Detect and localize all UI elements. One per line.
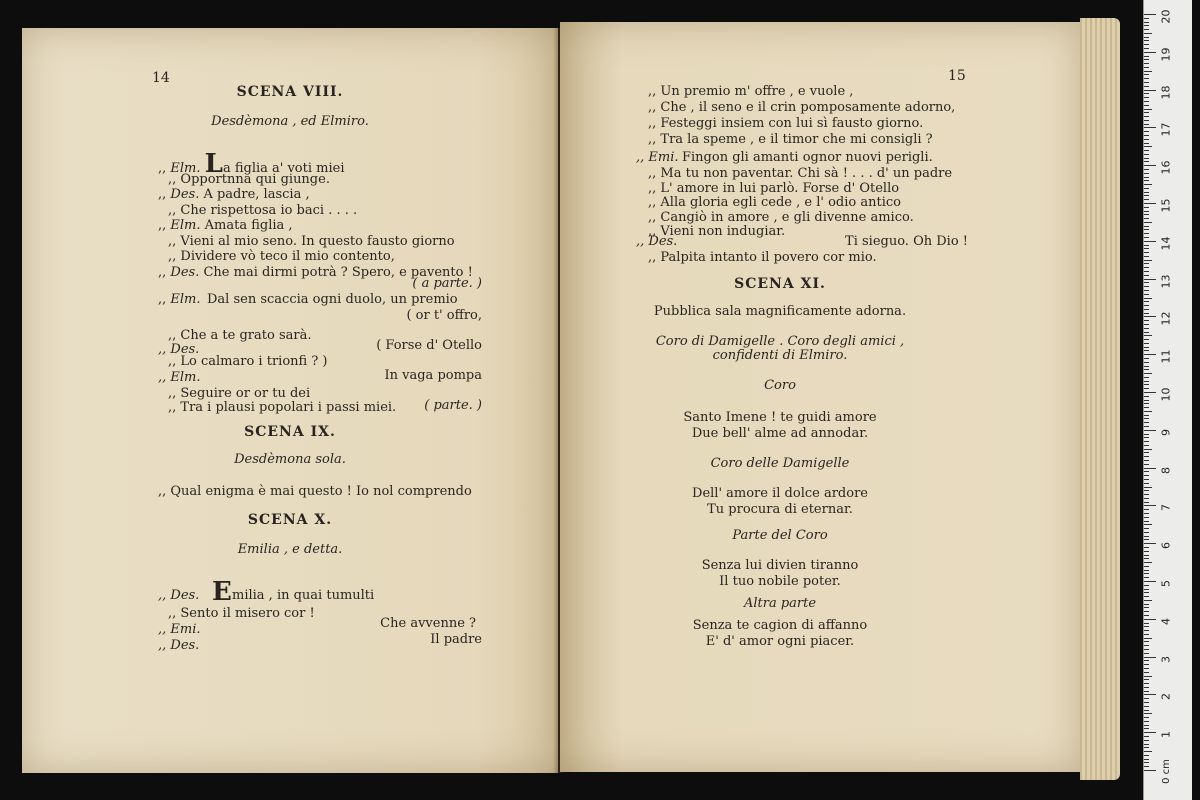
verse-line: ,, Lo calmaro i trionfi ? ): [168, 354, 328, 369]
ruler-tick: [1144, 158, 1149, 159]
ruler-tick: [1144, 350, 1149, 351]
scene-title: SCENA X.: [247, 512, 333, 528]
ruler-tick: [1144, 180, 1149, 181]
ruler-tick: [1144, 245, 1149, 246]
verse-line: Dal sen scaccia ogni duolo, un premio: [207, 292, 458, 307]
ruler-number: 5: [1159, 580, 1173, 587]
ruler-tick: [1144, 589, 1149, 590]
verse-line: Il padre: [430, 632, 482, 647]
speaker-prefix: ,, Des.: [158, 342, 200, 357]
verse-line: In vaga pompa: [384, 368, 482, 383]
ruler-tick: [1144, 706, 1149, 707]
ruler-tick: [1144, 422, 1149, 423]
ruler-tick: [1144, 717, 1149, 718]
verse-line: ,, Tra la speme , e il timor che mi consigli ?: [648, 132, 933, 147]
ruler-tick: [1144, 97, 1149, 98]
ruler-tick: [1144, 558, 1149, 559]
ruler-tick: [1144, 279, 1156, 280]
ruler-number: 9: [1159, 428, 1173, 436]
verse-line: ,, Palpita intanto il povero cor mio.: [648, 250, 877, 265]
ruler-tick: [1144, 600, 1152, 601]
verse-line: ( or t' offro,: [406, 308, 482, 323]
ruler-tick: [1144, 109, 1152, 110]
ruler-tick: [1144, 626, 1149, 627]
ruler-tick: [1144, 740, 1149, 741]
ruler-tick: [1144, 347, 1149, 348]
ruler-tick: [1144, 524, 1152, 525]
ruler-tick: [1144, 14, 1156, 15]
chorus-heading: Coro delle Damigelle: [710, 456, 850, 471]
ruler-tick: [1144, 672, 1149, 673]
verse-line: ,, Dividere vò teco il mio contento,: [168, 249, 395, 264]
ruler-tick: [1144, 195, 1149, 196]
ruler-tick: [1144, 403, 1149, 404]
ruler-number: 20: [1159, 9, 1173, 24]
ruler-tick: [1144, 241, 1156, 242]
ruler-tick: [1144, 124, 1149, 125]
ruler-number: 17: [1159, 122, 1173, 137]
ruler-tick: [1144, 736, 1149, 737]
ruler-tick: [1144, 456, 1149, 457]
ruler-tick: [1144, 184, 1152, 185]
ruler-tick: [1144, 513, 1149, 514]
scene-title: SCENA IX.: [244, 424, 336, 440]
ruler-tick: [1144, 755, 1149, 756]
ruler-tick: [1144, 233, 1149, 234]
ruler-tick: [1144, 683, 1149, 684]
ruler-number: 11: [1159, 349, 1173, 364]
ruler-tick: [1144, 645, 1149, 646]
ruler-tick: [1144, 392, 1156, 393]
ruler-tick: [1144, 366, 1149, 367]
ruler-tick: [1144, 490, 1149, 491]
ruler-tick: [1144, 437, 1149, 438]
ruler-tick: [1144, 105, 1149, 106]
stage-direction: ( a parte. ): [412, 276, 482, 291]
ruler-tick: [1144, 143, 1149, 144]
speaker-prefix: ,, Elm.: [158, 370, 201, 385]
ruler-tick: [1144, 441, 1149, 442]
ruler-tick: [1144, 120, 1149, 121]
ruler-tick: [1144, 596, 1149, 597]
verse-line: Santo Imene ! te guidi amore: [683, 410, 877, 425]
ruler-tick: [1144, 483, 1149, 484]
ruler-tick: [1144, 305, 1149, 306]
ruler-tick: [1144, 759, 1149, 760]
verse-line: ,, Qual enigma è mai questo ! Io nol comprendo: [158, 484, 472, 499]
ruler-tick: [1144, 229, 1149, 230]
ruler-tick: [1144, 641, 1149, 642]
verse-line: ,, L' amore in lui parlò. Forse d' Otello: [648, 180, 900, 196]
ruler-tick: [1144, 139, 1149, 140]
verse-line: ,, Des. A padre, lascia ,: [158, 187, 310, 202]
ruler-tick: [1144, 619, 1156, 620]
ruler-tick: [1144, 418, 1149, 419]
ruler-tick: [1144, 607, 1149, 608]
ruler-tick: [1144, 664, 1149, 665]
verse-line: ,, Seguire or or tu dei: [168, 386, 311, 401]
ruler-tick: [1144, 59, 1149, 60]
ruler-tick: [1144, 698, 1149, 699]
ruler-tick: [1144, 407, 1149, 408]
ruler-tick: [1144, 384, 1149, 385]
ruler-tick: [1144, 112, 1149, 113]
ruler-tick: [1144, 577, 1149, 578]
ruler-tick: [1144, 464, 1149, 465]
ruler-tick: [1144, 165, 1156, 166]
ruler-tick: [1144, 18, 1149, 19]
ruler-tick: [1144, 434, 1149, 435]
ruler-tick: [1144, 725, 1149, 726]
verse-line: ,, Festeggi insiem con lui sì fausto giorno.: [648, 116, 924, 131]
ruler-tick: [1144, 63, 1149, 64]
ruler-tick: [1144, 173, 1149, 174]
ruler-tick: [1144, 67, 1149, 68]
ruler-tick: [1144, 44, 1149, 45]
ruler-tick: [1144, 573, 1149, 574]
ruler-tick: [1144, 452, 1149, 453]
speaker-prefix: ,, Emi.: [636, 150, 679, 165]
verse-line: Senza lui divien tiranno: [701, 558, 859, 573]
ruler-tick: [1144, 248, 1149, 249]
ruler-tick: [1144, 218, 1149, 219]
ruler-tick: [1144, 324, 1149, 325]
ruler-tick: [1144, 502, 1149, 503]
ruler-tick: [1144, 93, 1149, 94]
ruler-tick: [1144, 86, 1149, 87]
verse-line: Che avvenne ?: [380, 616, 476, 631]
ruler-tick: [1144, 48, 1149, 49]
ruler-tick: [1144, 316, 1156, 317]
ruler-tick: [1144, 214, 1149, 215]
ruler-number: 2: [1159, 693, 1173, 701]
ruler-tick: [1144, 551, 1149, 552]
ruler-tick: [1144, 536, 1149, 537]
ruler-tick: [1144, 426, 1149, 427]
ruler-tick: [1144, 78, 1149, 79]
ruler-tick: [1144, 381, 1149, 382]
ruler-tick: [1144, 177, 1149, 178]
ruler-tick: [1144, 638, 1152, 639]
ruler-tick: [1144, 566, 1149, 567]
verse-line: Tu procura di eternar.: [707, 502, 853, 517]
verse-line: Fingon gli amanti ognor nuovi perigli.: [682, 150, 933, 165]
ruler-number: 7: [1159, 504, 1173, 512]
ruler-tick: [1144, 498, 1149, 499]
verse-line: ,, Che rispettosa io baci . . . .: [168, 202, 358, 218]
ruler-tick: [1144, 150, 1149, 151]
ruler-tick: [1144, 116, 1149, 117]
ruler-tick: [1144, 40, 1149, 41]
ruler-tick: [1144, 286, 1149, 287]
verse-line: ( Forse d' Otello: [376, 338, 482, 353]
speaker-prefix: ,, Elm.: [158, 292, 201, 307]
ruler-number: 3: [1159, 655, 1173, 663]
ruler-tick: [1144, 343, 1149, 344]
ruler-number: 19: [1159, 47, 1173, 62]
ruler-tick: [1144, 630, 1149, 631]
ruler-tick: [1144, 127, 1156, 128]
ruler-tick: [1144, 592, 1149, 593]
verse-line: ,, Vieni non indugiar.: [648, 224, 786, 239]
ruler-tick: [1144, 668, 1149, 669]
verse-line: Il tuo nobile poter.: [719, 574, 841, 589]
ruler-tick: [1144, 411, 1152, 412]
ruler-tick: [1144, 532, 1149, 533]
ruler-tick: [1144, 751, 1152, 752]
ruler-tick: [1144, 400, 1149, 401]
ruler-tick: [1144, 471, 1149, 472]
ruler-tick: [1144, 294, 1149, 295]
ruler-tick: [1144, 475, 1149, 476]
ruler-tick: [1144, 388, 1149, 389]
scene-description: Pubblica sala magnificamente adorna.: [653, 304, 907, 319]
ruler-tick: [1144, 328, 1149, 329]
ruler-tick: [1144, 309, 1149, 310]
ruler-tick: [1144, 154, 1149, 155]
ruler-tick: [1144, 528, 1149, 529]
ruler-tick: [1144, 301, 1149, 302]
ruler-tick: [1144, 430, 1156, 431]
ruler-tick: [1144, 135, 1149, 136]
speaker-prefix: ,, Des.: [636, 234, 678, 249]
ruler-tick: [1144, 222, 1152, 223]
ruler-tick: [1144, 226, 1149, 227]
ruler-tick: [1144, 649, 1149, 650]
ruler-tick: [1144, 449, 1152, 450]
ruler-tick: [1144, 445, 1149, 446]
ruler-tick: [1144, 131, 1149, 132]
verse-line: ,, Opportnna qui giunge.: [168, 171, 330, 187]
ruler-number: 16: [1159, 160, 1173, 175]
ruler-tick: [1144, 721, 1149, 722]
ruler-tick: [1144, 494, 1149, 495]
ruler-number: 12: [1159, 311, 1173, 326]
ruler-tick: [1144, 581, 1156, 582]
scene-title: SCENA VIII.: [236, 84, 344, 100]
ruler-tick: [1144, 713, 1152, 714]
ruler-tick: [1144, 517, 1149, 518]
ruler-tick: [1144, 547, 1149, 548]
ruler-tick: [1144, 396, 1149, 397]
page-edges: [1080, 18, 1120, 780]
drop-capital: E: [212, 577, 232, 607]
ruler-tick: [1144, 74, 1149, 75]
verse-line: ,, Tra i plausi popolari i passi miei.: [168, 400, 397, 415]
ruler-tick: [1144, 615, 1149, 616]
ruler-tick: [1144, 90, 1156, 91]
speaker-prefix: ,, Emi.: [158, 622, 201, 637]
verse-line: ,, Ma tu non paventar. Chi sà ! . . . d' un padre: [648, 166, 953, 181]
ruler-tick: [1144, 460, 1149, 461]
scene-subtitle: Emilia , e detta.: [237, 542, 343, 557]
ruler-tick: [1144, 354, 1156, 355]
verse-line: Ti sieguo. Oh Dio !: [845, 234, 968, 249]
scene-subtitle: Desdèmona , ed Elmiro.: [211, 114, 369, 129]
ruler-tick: [1144, 101, 1149, 102]
ruler-tick: [1144, 543, 1156, 544]
verse-line: E' d' amor ogni piacer.: [705, 634, 855, 649]
ruler-tick: [1144, 146, 1152, 147]
ruler-tick: [1144, 679, 1149, 680]
ruler-tick: [1144, 744, 1149, 745]
ruler-tick: [1144, 271, 1149, 272]
verse-line: ,, Un premio m' offre , e vuole ,: [648, 84, 854, 99]
ruler-tick: [1144, 479, 1149, 480]
ruler-number: 1: [1159, 731, 1173, 739]
ruler-tick: [1144, 256, 1149, 257]
ruler-tick: [1144, 766, 1149, 767]
ruler-tick: [1144, 332, 1149, 333]
ruler-tick: [1144, 252, 1149, 253]
ruler-tick: [1144, 263, 1149, 264]
ruler-tick: [1144, 237, 1149, 238]
ruler-number: 8: [1159, 466, 1173, 474]
ruler-tick: [1144, 415, 1149, 416]
ruler-tick: [1144, 52, 1156, 53]
scene-subtitle: Desdèmona sola.: [234, 452, 346, 467]
verse-line: ,, Elm. La figlia a' voti miei: [158, 149, 345, 179]
verse-line: Due bell' alme ad annodar.: [691, 426, 869, 441]
ruler-tick: [1144, 282, 1149, 283]
ruler-tick: [1144, 468, 1156, 469]
ruler-tick: [1144, 335, 1152, 336]
ruler-tick: [1144, 676, 1152, 677]
page-number: 14: [152, 70, 170, 86]
ruler-number: 10: [1159, 387, 1173, 402]
ruler-number: 14: [1159, 236, 1173, 251]
ruler-tick: [1144, 211, 1149, 212]
ruler-tick: [1144, 604, 1149, 605]
verse-line: ,, Elm. Amata figlia ,: [158, 218, 293, 233]
measurement-ruler: [1143, 0, 1192, 800]
ruler-number: 13: [1159, 274, 1173, 289]
ruler-tick: [1144, 770, 1156, 771]
ruler-tick: [1144, 570, 1149, 571]
ruler-tick: [1144, 56, 1149, 57]
verse-line: Dell' amore il dolce ardore: [692, 486, 868, 501]
ruler-tick: [1144, 687, 1149, 688]
verse-line: Senza te cagion di affanno: [692, 618, 868, 633]
ruler-tick: [1144, 747, 1149, 748]
left-page: [22, 28, 558, 773]
chorus-heading: Altra parte: [743, 596, 817, 611]
chorus-heading: Parte del Coro: [732, 528, 828, 543]
ruler-number: 6: [1159, 542, 1173, 550]
ruler-tick: [1144, 611, 1149, 612]
ruler-tick: [1144, 320, 1149, 321]
ruler-tick: [1144, 521, 1149, 522]
ruler-tick: [1144, 487, 1152, 488]
ruler-tick: [1144, 358, 1149, 359]
ruler-tick: [1144, 207, 1149, 208]
ruler-tick: [1144, 188, 1149, 189]
ruler-tick: [1144, 623, 1149, 624]
ruler-tick: [1144, 71, 1152, 72]
ruler-tick: [1144, 505, 1156, 506]
speaker-prefix: ,, Des.: [158, 638, 200, 653]
ruler-tick: [1144, 702, 1149, 703]
ruler-tick: [1144, 313, 1149, 314]
ruler-unit-label: 0 cm: [1160, 759, 1172, 784]
ruler-tick: [1144, 203, 1156, 204]
verse-line: ,, Che a te grato sarà.: [168, 328, 312, 343]
ruler-tick: [1144, 539, 1149, 540]
ruler-tick: [1144, 585, 1149, 586]
ruler-number: 4: [1159, 617, 1173, 625]
speaker-prefix: ,, Des.: [158, 588, 200, 603]
chorus-heading: Coro: [764, 378, 796, 393]
page-number: 15: [948, 68, 966, 84]
ruler-tick: [1144, 634, 1149, 635]
ruler-tick: [1144, 694, 1156, 695]
ruler-tick: [1144, 33, 1152, 34]
verse-line: ,, Alla gloria egli cede , e l' odio antico: [648, 195, 901, 210]
ruler-tick: [1144, 192, 1149, 193]
verse-line: ,, Vieni al mio seno. In questo fausto giorno: [168, 233, 455, 249]
ruler-tick: [1144, 660, 1149, 661]
ruler-tick: [1144, 22, 1149, 23]
ruler-tick: [1144, 275, 1149, 276]
ruler-tick: [1144, 710, 1149, 711]
stage-direction: ( parte. ): [424, 398, 482, 413]
ruler-tick: [1144, 555, 1149, 556]
scene-title: SCENA XI.: [734, 276, 826, 292]
ruler-tick: [1144, 29, 1149, 30]
ruler-tick: [1144, 199, 1149, 200]
ruler-tick: [1144, 657, 1156, 658]
ruler-number: 18: [1159, 85, 1173, 100]
ruler-tick: [1144, 161, 1149, 162]
ruler-tick: [1144, 339, 1149, 340]
verse-line: milia , in quai tumulti: [232, 588, 375, 603]
ruler-tick: [1144, 377, 1149, 378]
ruler-tick: [1144, 260, 1152, 261]
ruler-tick: [1144, 25, 1149, 26]
verse-line: ,, Cangiò in amore , e gli divenne amico.: [648, 209, 914, 225]
ruler-tick: [1144, 728, 1149, 729]
ruler-tick: [1144, 762, 1149, 763]
characters-line: Coro di Damigelle . Coro degli amici ,: [655, 334, 905, 349]
ruler-number: 15: [1159, 198, 1173, 213]
ruler-tick: [1144, 267, 1149, 268]
ruler-tick: [1144, 373, 1152, 374]
ruler-tick: [1144, 562, 1152, 563]
ruler-tick: [1144, 369, 1149, 370]
ruler-tick: [1144, 509, 1149, 510]
verse-line: ,, Des. Che mai dirmi potrà ? Spero, e pavento !: [158, 264, 473, 280]
verse-line: ,, Che , il seno e il crin pomposamente adorno,: [648, 100, 956, 115]
ruler-tick: [1144, 290, 1149, 291]
ruler-tick: [1144, 691, 1149, 692]
verse-line: ,, Sento il misero cor !: [168, 606, 315, 621]
ruler-tick: [1144, 169, 1149, 170]
ruler-tick: [1144, 653, 1149, 654]
ruler-tick: [1144, 82, 1149, 83]
ruler-tick: [1144, 298, 1152, 299]
right-page: [560, 22, 1080, 772]
ruler-tick: [1144, 37, 1149, 38]
ruler-tick: [1144, 362, 1149, 363]
characters-line: confidenti di Elmiro.: [712, 348, 848, 363]
ruler-tick: [1144, 732, 1156, 733]
